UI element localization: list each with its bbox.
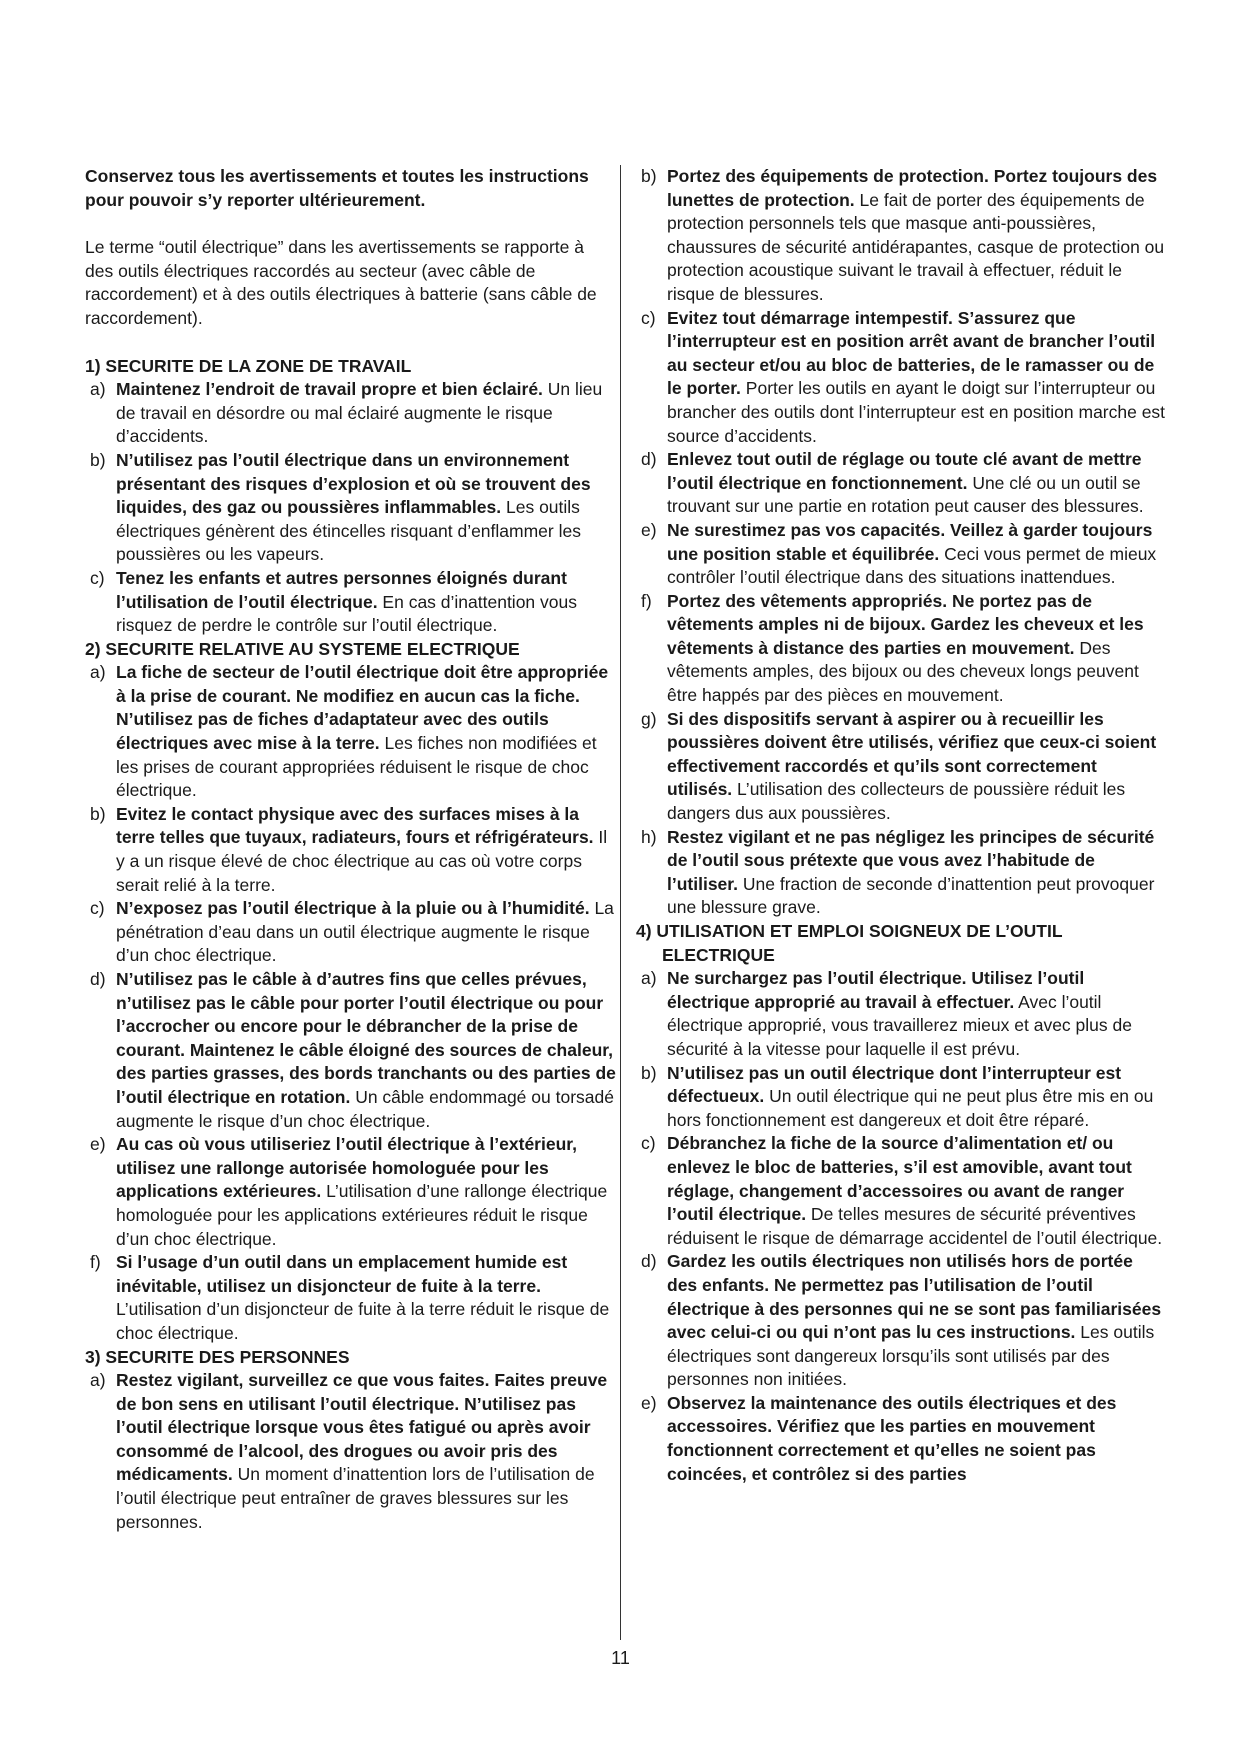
- item-bold-text: Enlevez tout outil de réglage ou toute clé avant de mettre l’outil électrique en fonctionnement.: [667, 449, 1142, 493]
- list-item: [85, 803, 617, 897]
- list-item: [85, 968, 617, 1133]
- item-letter: d): [641, 449, 657, 470]
- item-bold-text: Restez vigilant et ne pas négligez les principes de sécurité de l’outil sous prétexte que vous avez l’habitude de l’utiliser.: [667, 826, 1155, 894]
- list-item: [636, 448, 1166, 519]
- list-item: [636, 1062, 1166, 1133]
- item-letter: f): [90, 1252, 101, 1273]
- item-text: La pénétration d’eau dans un outil électrique augmente le risque d’un choc électrique.: [116, 898, 614, 966]
- list-item: [636, 590, 1166, 708]
- item-letter: f): [641, 590, 652, 611]
- item-bold-text: Débranchez la fiche de la source d’alimentation et/ ou enlevez le bloc de batteries, s’il est amovible, avant tout réglage, changement d’accessoires ou avant de ranger l’outil électrique.: [667, 1133, 1132, 1225]
- item-text: Avec l’outil électrique approprié, vous travaillerez mieux et avec plus de sécurité à la vitesse pour laquelle il est prévu.: [667, 991, 1132, 1059]
- item-bold-text: Gardez les outils électriques non utilisés hors de portée des enfants. Ne permettez pas l’utilisation de l’outil électrique à des personnes qui ne se sont pas familiarisées avec celui-ci ou qui n’ont pas lu ces instructions.: [667, 1251, 1162, 1343]
- list-item: [85, 567, 617, 638]
- item-text: Un outil électrique qui ne peut plus être mis en ou hors fonctionnement est dangereux et doit être réparé.: [667, 1086, 1154, 1130]
- item-letter: e): [90, 1134, 106, 1155]
- section-heading-2: 2) SECURITE RELATIVE AU SYSTEME ELECTRIQUE: [85, 638, 520, 659]
- item-bold-text: Si des dispositifs servant à aspirer ou à recueillir les poussières doivent être utilisés, vérifiez que ceux-ci soient effectivement raccordés et qu’ils sont correctement utilisés.: [667, 708, 1157, 800]
- list-item: [85, 897, 617, 968]
- item-bold-text: Restez vigilant, surveillez ce que vous faites. Faites preuve de bon sens en utilisant l’outil électrique. N’utilisez pas l’outil électrique lorsque vous êtes fatigué ou après avoir consommé de l’alcool, des drogues ou avoir pris des médicaments.: [116, 1370, 608, 1485]
- left-column: [85, 165, 617, 1534]
- item-bold-text: Tenez les enfants et autres personnes éloignés durant l’utilisation de l’outil électrique.: [116, 567, 567, 612]
- list-item: [85, 378, 617, 449]
- item-letter: c): [90, 567, 105, 588]
- item-letter: g): [641, 708, 657, 729]
- item-letter: a): [90, 1370, 106, 1391]
- item-letter: d): [641, 1251, 657, 1272]
- item-text: De telles mesures de sécurité préventives réduisent le risque de démarrage accidentel de l’outil électrique.: [667, 1204, 1163, 1248]
- list-item: [85, 1133, 617, 1251]
- item-letter: a): [641, 968, 657, 989]
- item-letter: b): [641, 1062, 657, 1083]
- list-item: [636, 1250, 1166, 1392]
- item-letter: h): [641, 826, 657, 847]
- list-item: [636, 708, 1166, 826]
- item-text: L’utilisation des collecteurs de poussière réduit les dangers dus aux poussières.: [667, 779, 1126, 824]
- item-bold-text: Observez la maintenance des outils électriques et des accessoires. Vérifiez que les parties en mouvement fonctionnent correctement et qu’elles ne soient pas coincées, et contrôlez si des parties: [667, 1392, 1117, 1484]
- list-item: [636, 307, 1166, 449]
- section-heading-4: 4) UTILISATION ET EMPLOI SOIGNEUX DE L’OUTIL ELECTRIQUE: [636, 921, 1063, 965]
- item-text: Les outils électriques sont dangereux lorsqu’ils sont utilisés par des personnes non initiées.: [667, 1322, 1155, 1390]
- item-letter: c): [641, 1133, 656, 1154]
- item-letter: b): [90, 449, 106, 470]
- page-number: 11: [611, 1648, 630, 1668]
- item-letter: a): [90, 379, 106, 400]
- right-column: [636, 165, 1166, 1486]
- item-text: Des vêtements amples, des bijoux ou des cheveux longs peuvent être happés par des pièces en mouvement.: [667, 637, 1139, 706]
- item-text: Une clé ou un outil se trouvant sur une partie en rotation peut causer des blessures.: [667, 472, 1144, 517]
- section-heading-3: 3) SECURITE DES PERSONNES: [85, 1346, 350, 1367]
- item-text: Ceci vous permet de mieux contrôler l’outil électrique dans des situations inattendues.: [667, 543, 1157, 588]
- section-heading-1: 1) SECURITE DE LA ZONE DE TRAVAIL: [85, 355, 412, 376]
- list-item: [636, 967, 1166, 1061]
- item-text: Le fait de porter des équipements de protection personnels tels que masque anti-poussières, chaussures de sécurité antidérapantes, casque de protection ou protection acoustique suivant le travail à effectuer, réduit le risque de blessures.: [667, 189, 1165, 304]
- lead-warning: Conservez tous les avertissements et toutes les instructions pour pouvoir s’y reporter ultérieurement.: [85, 166, 589, 210]
- item-bold-text: Evitez le contact physique avec des surfaces mises à la terre telles que tuyaux, radiateurs, fours et réfrigérateurs.: [116, 803, 594, 848]
- item-text: Un câble endommagé ou torsadé augmente le risque d’un choc électrique.: [116, 1086, 614, 1131]
- item-bold-text: N’utilisez pas l’outil électrique dans un environnement présentant des risques d’explosion et où se trouvent des liquides, des gaz ou poussières inflammables.: [116, 449, 591, 518]
- item-text: Une fraction de seconde d’inattention peut provoquer une blessure grave.: [667, 873, 1155, 918]
- item-bold-text: Si l’usage d’un outil dans un emplacement humide est inévitable, utilisez un disjoncteur de fuite à la terre.: [116, 1252, 568, 1296]
- item-letter: d): [90, 969, 106, 989]
- item-text: En cas d’inattention vous risquez de perdre le contrôle sur l’outil électrique.: [116, 591, 577, 636]
- item-text: L’utilisation d’un disjoncteur de fuite à la terre réduit le risque de choc électrique.: [116, 1299, 610, 1343]
- item-letter: c): [641, 307, 656, 328]
- item-bold-text: N’utilisez pas le câble à d’autres fins que celles prévues, n’utilisez pas le câble pour porter l’outil électrique ou pour l’accrocher ou encore pour le débrancher de la prise de courant. Maintenez le câble éloigné des sources de chaleur, des parties grasses, des bords tranchants ou des parties de l’outil électrique en rotation.: [116, 969, 616, 1107]
- item-text: Un lieu de travail en désordre ou mal éclairé augmente le risque d’accidents.: [116, 379, 603, 447]
- item-text: Un moment d’inattention lors de l’utilisation de l’outil électrique peut entraîner de graves blessures sur les personnes.: [116, 1464, 595, 1532]
- list-item: [85, 449, 617, 567]
- item-text: Porter les outils en ayant le doigt sur l’interrupteur ou brancher des outils dont l’interrupteur est en position marche est source d’accidents.: [667, 378, 1166, 446]
- intro-paragraph: Le terme “outil électrique” dans les avertissements se rapporte à des outils électriques raccordés au secteur (avec câble de raccordement) et à des outils électriques à batterie (sans câble de raccordement).: [85, 237, 597, 328]
- item-bold-text: Portez des vêtements appropriés. Ne portez pas de vêtements amples ni de bijoux. Gardez les cheveux et les vêtements à distance des parties en mouvement.: [667, 590, 1144, 658]
- item-letter: e): [641, 1392, 657, 1413]
- column-divider: [620, 165, 621, 1640]
- item-bold-text: Ne surchargez pas l’outil électrique. Utilisez l’outil électrique approprié au travail à effectuer.: [667, 968, 1085, 1012]
- list-item: [85, 661, 617, 803]
- item-text: L’utilisation d’une rallonge électrique homologuée pour les applications extérieures réduit le risque d’un choc électrique.: [116, 1181, 608, 1249]
- item-text: Il y a un risque élevé de choc électrique au cas où votre corps serait relié à la terre.: [116, 827, 608, 895]
- item-bold-text: Evitez tout démarrage intempestif. S’assurez que l’interrupteur est en position arrêt avant de brancher l’outil au secteur et/ou au bloc de batteries, de le ramasser ou de le porter.: [667, 307, 1156, 399]
- item-bold-text: Au cas où vous utiliseriez l’outil électrique à l’extérieur, utilisez une rallonge autorisée homologuée pour les applications extérieures.: [116, 1134, 577, 1202]
- item-bold-text: Portez des équipements de protection. Portez toujours des lunettes de protection.: [667, 166, 1158, 210]
- item-letter: c): [90, 898, 105, 919]
- item-letter: a): [90, 662, 106, 683]
- item-text: Les outils électriques génèrent des étincelles risquant d’enflammer les poussières ou les vapeurs.: [116, 497, 581, 565]
- list-item: [636, 1132, 1166, 1250]
- item-bold-text: Ne surestimez pas vos capacités. Veillez à garder toujours une position stable et équilibrée.: [667, 519, 1153, 564]
- item-bold-text: N’utilisez pas un outil électrique dont l’interrupteur est défectueux.: [667, 1062, 1122, 1107]
- list-item: [85, 1251, 617, 1345]
- item-bold-text: Maintenez l’endroit de travail propre et bien éclairé.: [116, 379, 543, 400]
- item-text: Les fiches non modifiées et les prises de courant appropriées réduisent le risque de choc électrique.: [116, 733, 597, 801]
- item-bold-text: N’exposez pas l’outil électrique à la pluie ou à l’humidité.: [116, 898, 590, 919]
- item-bold-text: La fiche de secteur de l’outil électrique doit être appropriée à la prise de courant. Ne modifiez en aucun cas la fiche. N’utilisez pas de fiches d’adaptateur avec des outils électriques avec mise à la terre.: [116, 662, 609, 754]
- item-letter: b): [641, 166, 657, 186]
- item-letter: b): [90, 803, 106, 824]
- list-item: [636, 165, 1166, 307]
- list-item: [636, 826, 1166, 920]
- item-letter: e): [641, 519, 657, 540]
- list-item: [85, 1369, 617, 1534]
- list-item: [636, 519, 1166, 590]
- list-item: [636, 1392, 1166, 1486]
